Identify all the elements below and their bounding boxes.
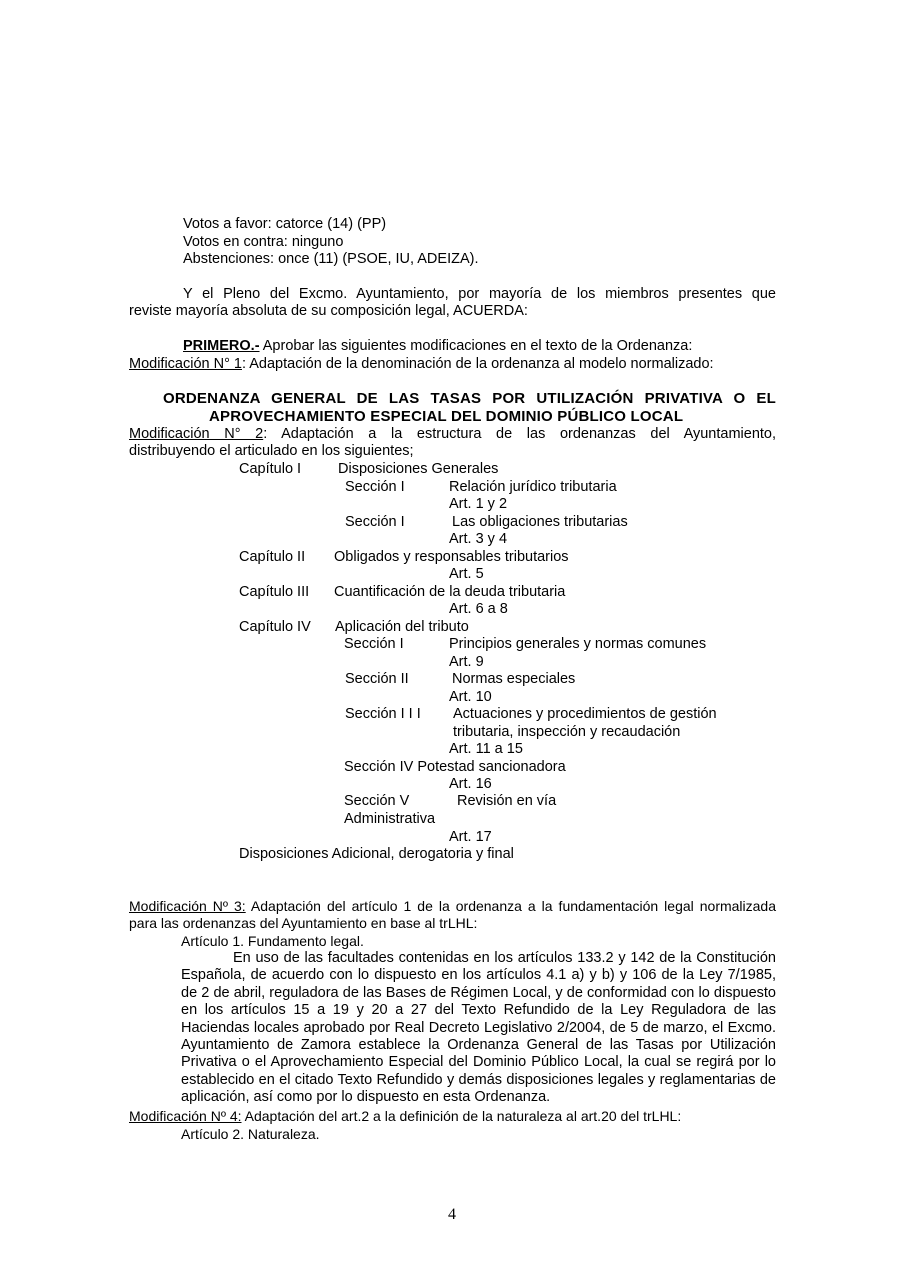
chapter-1: Capítulo I [239,461,302,477]
section-4a-title: Principios generales y normas comunes [449,636,707,652]
articles-6-8: Art. 6 a 8 [449,601,508,617]
mod4-label: Modificación Nº 4: [129,1108,242,1124]
articles-1-2: Art. 1 y 2 [449,496,508,512]
article-17: Art. 17 [449,829,492,845]
chapter-3-title: Cuantificación de la deuda tributaria [334,584,566,600]
mod3-line-1 [129,898,776,915]
section-4c: Sección I I I [345,706,421,722]
mod2-line-2: distribuyendo el articulado en los siguientes; [129,443,414,459]
votes-abstenciones: Abstenciones: once (11) (PSOE, IU, ADEIZA). [183,251,479,267]
pleno-line-2: reviste mayoría absoluta de su composición legal, ACUERDA: [129,303,528,319]
dispositions: Disposiciones Adicional, derogatoria y final [239,846,514,862]
article-2-title: Artículo 2. Naturaleza. [181,1126,320,1142]
mod2-line-1 [129,426,776,443]
article-5: Art. 5 [449,566,484,582]
mod1-text: : Adaptación de la denominación de la ordenanza al modelo normalizado: [241,356,714,372]
ordenanza-title-line-2: APROVECHAMIENTO ESPECIAL DEL DOMINIO PÚBLICO LOCAL [209,408,684,425]
page-number: 4 [448,1206,456,1223]
chapter-2-title: Obligados y responsables tributarios [334,549,569,565]
section-4c-title-2: tributaria, inspección y recaudación [453,724,681,740]
section-4b-title: Normas especiales [452,671,576,687]
chapter-2: Capítulo II [239,549,306,565]
votes-contra: Votos en contra: ninguno [183,234,344,250]
section-4a: Sección I [344,636,404,652]
mod2-text-1: : Adaptación a la estructura de las ordenanzas del Ayuntamiento, [263,426,777,442]
mod4-paragraph [129,1108,681,1125]
section-4c-title-1: Actuaciones y procedimientos de gestión [453,706,717,722]
primero-text: Aprobar las siguientes modificaciones en el texto de la Ordenanza: [259,338,693,354]
section-4e-title-1: Revisión en vía [457,793,557,809]
pleno-line-1: Y el Pleno del Excmo. Ayuntamiento, por mayoría de los miembros presentes que [183,286,776,302]
primero-paragraph [183,338,692,355]
article-10: Art. 10 [449,689,492,705]
article-1-title: Artículo 1. Fundamento legal. [181,933,364,949]
article-9: Art. 9 [449,654,484,670]
mod3-line-2: para las ordenanzas del Ayuntamiento en base al trLHL: [129,915,478,931]
article-1-body: En uso de las facultades contenidas en los artículos 133.2 y 142 de la Constitución Española, de acuerdo con lo dispuesto en los artículos 4.1 a) y b) y 106 de la Ley 7/1985, de 2 de abril, reguladora de las Bases de Régimen Local, y de conformidad con lo dispuesto en los artículos 15 a 19 y 20 a 27 del Texto Refundido de la Ley Reguladora de las Haciendas locales aprobado por Real Decreto Legislativo 2/2004, de 5 de marzo, el Excmo. Ayuntamiento de Zamora establece la Ordenanza General de las Tasas por Utilización Privativa o el Aprovechamiento Especial del Dominio Público Local, la cual se regirá por lo establecido en el citado Texto Refundido y demás disposiciones legales y reglamentarias de aplicación, así como por lo dispuesto en esta Ordenanza. [181,950,776,1106]
mod3-label: Modificación Nº 3: [129,898,246,914]
votes-favor: Votos a favor: catorce (14) (PP) [183,216,387,232]
section-4e: Sección V [344,793,410,809]
mod4-text: Adaptación del art.2 a la definición de la naturaleza al art.20 del trLHL: [241,1108,682,1124]
section-4e-title-2: Administrativa [344,811,436,827]
mod2-label: Modificación N° 2 [129,426,264,442]
section-1a: Sección I [345,479,405,495]
chapter-1-title: Disposiciones Generales [338,461,499,477]
mod1-label: Modificación N° 1 [129,356,242,372]
ordenanza-title-line-1: ORDENANZA GENERAL DE LAS TASAS POR UTILIZACIÓN PRIVATIVA O EL [163,390,776,407]
chapter-3: Capítulo III [239,584,310,600]
chapter-4-title: Aplicación del tributo [335,619,469,635]
section-4b: Sección II [345,671,409,687]
section-1b: Sección I [345,514,405,530]
mod1-paragraph [129,356,714,373]
primero-label: PRIMERO.- [183,338,260,354]
chapter-4: Capítulo IV [239,619,311,635]
articles-11-15: Art. 11 a 15 [449,741,523,757]
section-1a-title: Relación jurídico tributaria [449,479,617,495]
section-1b-title: Las obligaciones tributarias [452,514,628,530]
article-16: Art. 16 [449,776,492,792]
articles-3-4: Art. 3 y 4 [449,531,508,547]
section-4d: Sección IV Potestad sancionadora [344,759,566,775]
mod3-text-1: Adaptación del artículo 1 de la ordenanza a la fundamentación legal normalizada [245,898,777,914]
